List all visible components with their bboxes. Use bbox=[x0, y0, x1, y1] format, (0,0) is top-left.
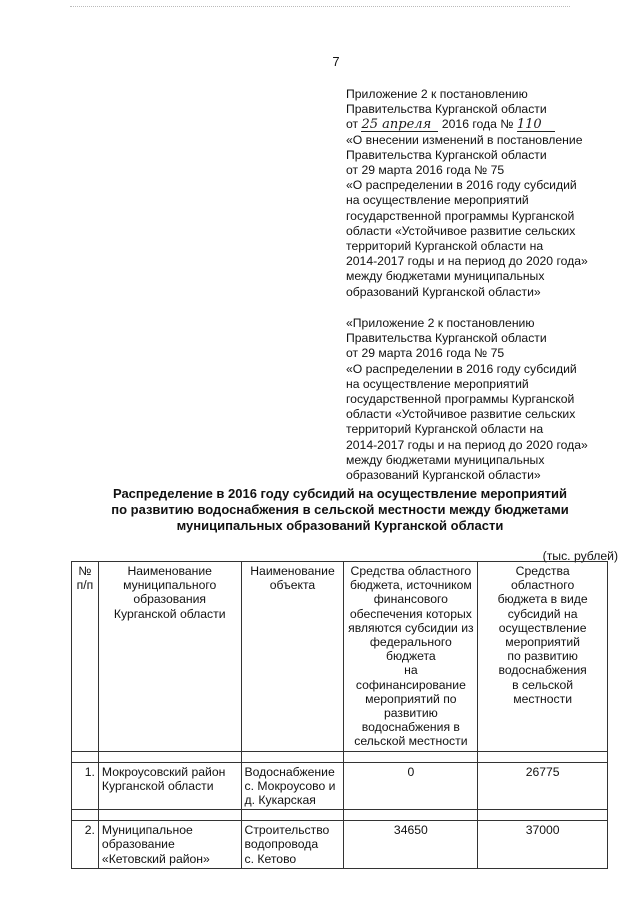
row-number-cell: 1. bbox=[72, 762, 99, 810]
appendix-date-line bbox=[346, 117, 621, 132]
spacer-cell bbox=[72, 751, 99, 762]
appendix-line: «О распределении в 2016 году субсидий bbox=[346, 178, 577, 193]
object-cell: Строительство водопровода с. Кетово bbox=[241, 821, 344, 869]
date-prefix: от bbox=[346, 117, 359, 132]
appendix-line: «О распределении в 2016 году субсидий bbox=[346, 361, 577, 376]
regional-funds-cell: 37000 bbox=[478, 821, 608, 869]
appendix-line: между бюджетами муниципальных bbox=[346, 452, 545, 467]
spacer-cell bbox=[478, 751, 608, 762]
federal-funds-cell: 0 bbox=[344, 762, 478, 810]
date-suffix: 2016 года № bbox=[441, 117, 514, 132]
title-line: муниципальных образований Курганской области bbox=[176, 518, 504, 533]
table-spacer-row bbox=[72, 810, 608, 821]
spacer-cell bbox=[241, 810, 344, 821]
handwritten-date: 25 апреля bbox=[361, 118, 438, 132]
appendix-line: образований Курганской области» bbox=[346, 468, 541, 483]
table-row bbox=[72, 762, 608, 810]
appendix-line: области «Устойчивое развитие сельских bbox=[346, 223, 576, 238]
table-header-row bbox=[72, 562, 608, 752]
row-number-cell: 2. bbox=[72, 821, 99, 869]
federal-funds-cell: 34650 bbox=[344, 821, 478, 869]
spacer-cell bbox=[344, 810, 478, 821]
municipality-cell: Мокроусовский район Курганской области bbox=[98, 762, 241, 810]
appendix-line: образований Курганской области» bbox=[346, 284, 541, 299]
appendix-line: на осуществление мероприятий bbox=[346, 193, 529, 208]
appendix-line: между бюджетами муниципальных bbox=[346, 269, 545, 284]
appendix-line: Приложение 2 к постановлению bbox=[346, 87, 528, 101]
appendix-line: «Приложение 2 к постановлению bbox=[346, 316, 535, 330]
object-cell: Водоснабжение с. Мокроусово и д. Кукарская bbox=[241, 762, 344, 810]
table-spacer-row bbox=[72, 751, 608, 762]
spacer-cell bbox=[98, 810, 241, 821]
regional-funds-cell: 26775 bbox=[478, 762, 608, 810]
table-row bbox=[72, 821, 608, 869]
spacer-cell bbox=[241, 751, 344, 762]
municipality-cell: Муниципальное образование «Кетовский район» bbox=[98, 821, 241, 869]
title-line: по развитию водоснабжения в сельской местности между бюджетами bbox=[111, 502, 569, 517]
appendix-line: Правительства Курганской области bbox=[346, 147, 547, 162]
header-object: Наименование объекта bbox=[241, 562, 344, 752]
appendix-line: территорий Курганской области на bbox=[346, 239, 544, 254]
handwritten-number: 110 bbox=[517, 118, 555, 132]
spacer-cell bbox=[344, 751, 478, 762]
appendix-line: 2014-2017 годы и на период до 2020 года» bbox=[346, 437, 588, 452]
spacer-cell bbox=[478, 810, 608, 821]
appendix-line: от 29 марта 2016 года № 75 bbox=[346, 346, 505, 361]
appendix-line: «О внесении изменений в постановление bbox=[346, 132, 583, 147]
appendix-header-current bbox=[346, 87, 621, 300]
units-label: (тыс. рублей) bbox=[542, 549, 618, 563]
header-regional-funds: Средства областного бюджета в виде субсидий на осуществление мероприятий по развитию водоснабжения в сельской местности bbox=[478, 562, 608, 752]
subsidy-distribution-table bbox=[71, 561, 608, 869]
scan-artifact-line bbox=[70, 6, 570, 7]
appendix-body bbox=[346, 133, 621, 300]
header-municipality: Наименование муниципального образования Курганской области bbox=[98, 562, 241, 752]
appendix-line: государственной программы Курганской bbox=[346, 392, 575, 407]
title-line: Распределение в 2016 году субсидий на осуществление мероприятий bbox=[112, 486, 568, 501]
appendix-header-previous bbox=[346, 316, 621, 483]
spacer-cell bbox=[72, 810, 99, 821]
header-number: № п/п bbox=[72, 562, 99, 752]
appendix-line: от 29 марта 2016 года № 75 bbox=[346, 163, 505, 178]
page-number: 7 bbox=[332, 54, 340, 69]
header-federal-funds: Средства областного бюджета, источником финансового обеспечения которых являются субсидии из федерального бюджета на софинансирование мероприятий по развитию водоснабжения в сельской местности bbox=[344, 562, 478, 752]
table-body bbox=[72, 751, 608, 868]
appendix-line: области «Устойчивое развитие сельских bbox=[346, 407, 576, 422]
appendix-line: территорий Курганской области на bbox=[346, 422, 544, 437]
spacer-cell bbox=[98, 751, 241, 762]
appendix-line: Правительства Курганской области bbox=[346, 102, 547, 117]
document-title bbox=[60, 486, 620, 534]
appendix-line: государственной программы Курганской bbox=[346, 208, 575, 223]
appendix-line: Правительства Курганской области bbox=[346, 331, 547, 346]
appendix-line: 2014-2017 годы и на период до 2020 года» bbox=[346, 254, 588, 269]
appendix-line: на осуществление мероприятий bbox=[346, 376, 529, 391]
